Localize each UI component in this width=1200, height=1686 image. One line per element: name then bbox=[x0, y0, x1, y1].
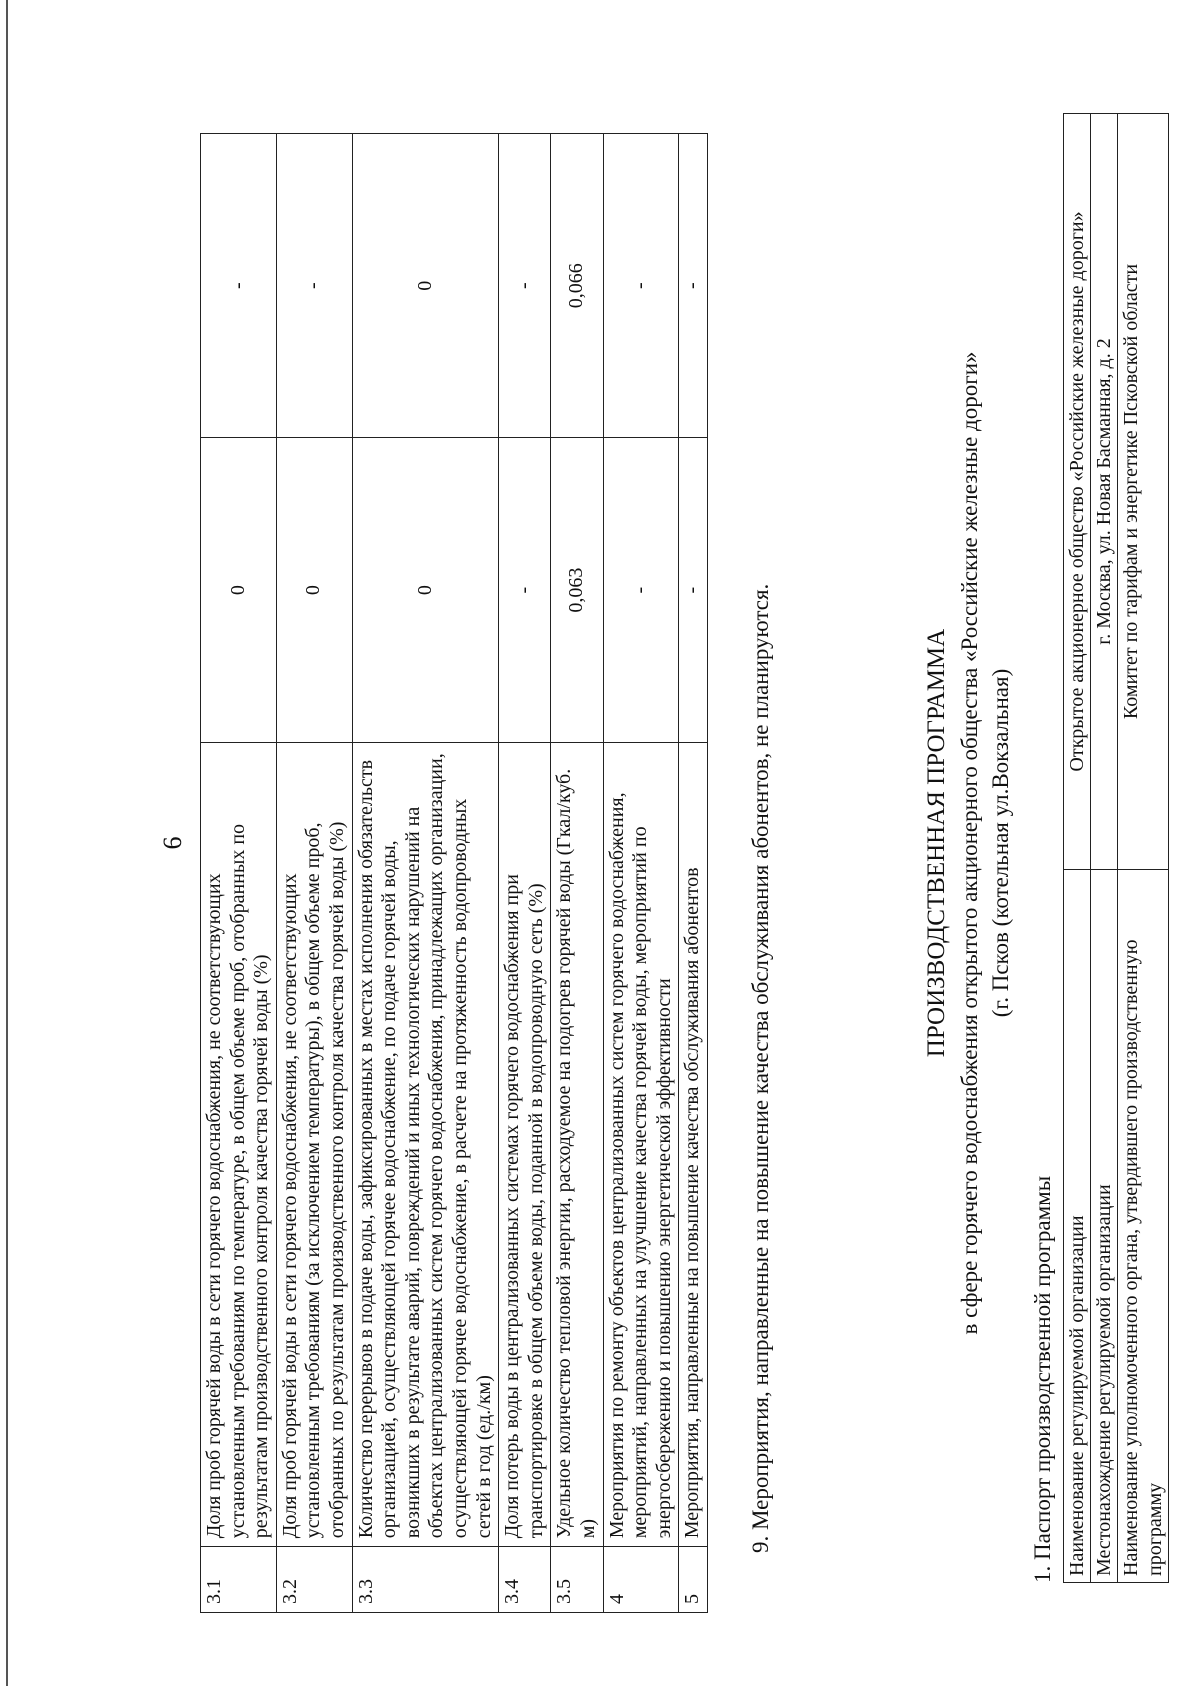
row-number: 3.1 bbox=[201, 1547, 277, 1613]
table-row bbox=[679, 134, 708, 1613]
table-row bbox=[499, 134, 551, 1613]
section-9-text: 9. Мероприятия, направленные на повышение качества обслуживания абонентов, не планируются. bbox=[748, 583, 773, 1553]
row-value-1: - bbox=[679, 438, 708, 742]
row-description: Удельное количество тепловой энергии, расходуемое на подогрев горячей воды (Гкал/куб. м) bbox=[551, 742, 603, 1546]
row-value-1: - bbox=[603, 438, 679, 742]
program-location: (г. Псков (котельная ул.Вокзальная) bbox=[987, 668, 1013, 1018]
program-heading bbox=[920, 43, 1016, 1643]
row-value-2: - bbox=[679, 134, 708, 438]
row-number: 4 bbox=[603, 1547, 679, 1613]
row-value-2: - bbox=[499, 134, 551, 438]
passport-value: г. Москва, ул. Новая Басманная, д. 2 bbox=[1091, 114, 1118, 870]
passport-label: Местонахождение регулируемой организации bbox=[1091, 870, 1118, 1583]
table-row bbox=[352, 134, 499, 1613]
row-number: 3.4 bbox=[499, 1547, 551, 1613]
table-row bbox=[1091, 114, 1118, 1583]
row-number: 3.2 bbox=[276, 1547, 352, 1613]
document-page bbox=[150, 43, 1200, 1643]
row-value-2: - bbox=[201, 134, 277, 438]
passport-value: Открытое акционерное общество «Российские железные дороги» bbox=[1064, 114, 1091, 870]
row-description: Мероприятия по ремонту объектов централизованных систем горячего водоснабжения, мероприятий, направленных на улучшение качества горячей воды, мероприятий по энергосбережению и повышению энергетической эффективности bbox=[603, 742, 679, 1546]
indicators-table bbox=[200, 133, 708, 1613]
passport-label: Наименование уполномоченного органа, утвердившего производственную программу bbox=[1118, 870, 1169, 1583]
row-description: Доля проб горячей воды в сети горячего водоснабжения, не соответствующих установленным требованиям (за исключением температуры), в общем объеме проб, отобранных по результатам производственного контроля качества горячей воды (%) bbox=[276, 742, 352, 1546]
table-row bbox=[551, 134, 603, 1613]
row-description: Количество перерывов в подаче воды, зафиксированных в местах исполнения обязательств организацией, осуществляющей горячее водоснабжение, по подаче горячей воды, возникших в результате аварий, повреждений и иных технологических нарушений на объектах централизованных систем горячего водоснабжения, принадлежащих организации, осуществляющей горячее водоснабжение, в расчете на протяженность водопроводных сетей в год (ед./км) bbox=[352, 742, 499, 1546]
page-number: 6 bbox=[158, 836, 187, 850]
table-row bbox=[276, 134, 352, 1613]
row-description: Мероприятия, направленные на повышение качества обслуживания абонентов bbox=[679, 742, 708, 1546]
table-row bbox=[201, 134, 277, 1613]
row-value-2: 0,066 bbox=[551, 134, 603, 438]
program-subtitle: в сфере горячего водоснабжения открытого акционерного общества «Российские железные дороги» bbox=[956, 351, 982, 1335]
row-number: 5 bbox=[679, 1547, 708, 1613]
passport-heading: 1. Паспорт производственной программы bbox=[1030, 1175, 1055, 1583]
passport-label: Наименование регулируемой организации bbox=[1064, 870, 1091, 1583]
row-value-1: - bbox=[499, 438, 551, 742]
row-description: Доля проб горячей воды в сети горячего водоснабжения, не соответствующих установленным требованиям по температуре, в общем объеме проб, отобранных по результатам производственного контроля качества горячей воды (%) bbox=[201, 742, 277, 1546]
program-title: ПРОИЗВОДСТВЕННАЯ ПРОГРАММА bbox=[923, 628, 950, 1058]
row-value-1: 0,063 bbox=[551, 438, 603, 742]
scan-edge-line bbox=[6, 0, 8, 1686]
passport-value: Комитет по тарифам и энергетике Псковской области bbox=[1118, 114, 1169, 870]
table-row bbox=[1118, 114, 1169, 1583]
row-description: Доля потерь воды в централизованных системах горячего водоснабжения при транспортировке в общем объеме воды, поданной в водопроводную сеть (%) bbox=[499, 742, 551, 1546]
row-value-1: 0 bbox=[276, 438, 352, 742]
row-value-2: 0 bbox=[352, 134, 499, 438]
row-value-1: 0 bbox=[201, 438, 277, 742]
row-number: 3.5 bbox=[551, 1547, 603, 1613]
row-value-2: - bbox=[276, 134, 352, 438]
row-value-1: 0 bbox=[352, 438, 499, 742]
passport-table bbox=[1063, 113, 1169, 1583]
row-value-2: - bbox=[603, 134, 679, 438]
row-number: 3.3 bbox=[352, 1547, 499, 1613]
table-row bbox=[603, 134, 679, 1613]
table-row bbox=[1064, 114, 1091, 1583]
